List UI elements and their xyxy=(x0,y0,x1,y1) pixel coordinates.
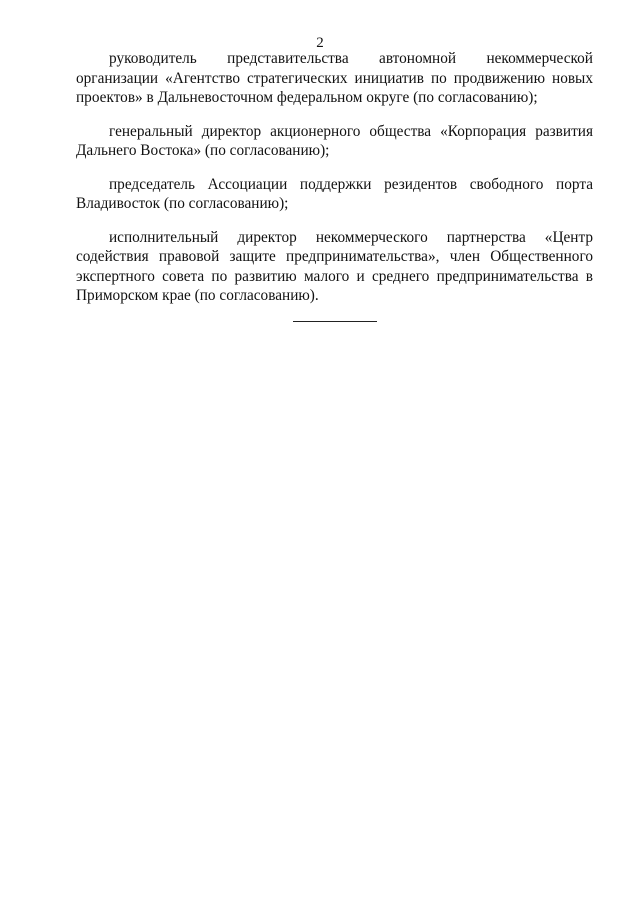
closing-divider-line xyxy=(293,321,377,322)
paragraph-legal-protection-center: исполнительный директор некоммерческого партнерства «Центр содействия правовой защите предпринимательства», член Общественного экспертного совета по развитию малого и среднего предпринимательства в Приморском крае (по согласованию). xyxy=(76,228,593,304)
paragraph-asi-representative: руководитель представительства автономной некоммерческой организации «Агентство стратегических инициатив по продвижению новых проектов» в Дальневосточном федеральном округе (по согласованию); xyxy=(76,50,593,106)
document-body xyxy=(76,49,593,320)
page-number: 2 xyxy=(316,35,324,51)
paragraph-kdv-director: генеральный директор акционерного общества «Корпорация развития Дальнего Востока» (по согласованию); xyxy=(76,122,593,159)
paragraph-free-port-association: председатель Ассоциации поддержки резидентов свободного порта Владивосток (по согласованию); xyxy=(76,175,593,212)
